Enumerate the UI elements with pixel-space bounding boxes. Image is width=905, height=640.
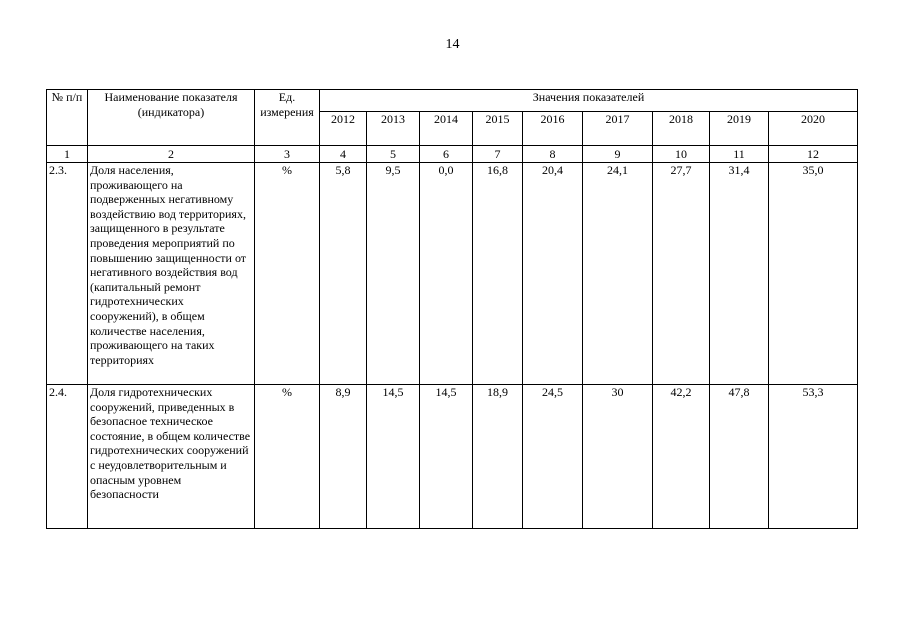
column-number: 1 — [47, 146, 88, 163]
column-number: 2 — [88, 146, 255, 163]
row-number: 2.3. — [47, 163, 88, 385]
column-number: 10 — [653, 146, 710, 163]
row-number: 2.4. — [47, 385, 88, 529]
header-year: 2015 — [473, 112, 523, 146]
value-cell: 35,0 — [769, 163, 858, 385]
header-year: 2013 — [367, 112, 420, 146]
header-year: 2018 — [653, 112, 710, 146]
value-cell: 42,2 — [653, 385, 710, 529]
value-cell: 14,5 — [367, 385, 420, 529]
value-cell: 31,4 — [710, 163, 769, 385]
header-year: 2016 — [523, 112, 583, 146]
header-values-group: Значения показателей — [320, 90, 858, 112]
value-cell: 53,3 — [769, 385, 858, 529]
table-row — [47, 385, 858, 529]
header-unit: Ед. измерения — [255, 90, 320, 146]
value-cell: 20,4 — [523, 163, 583, 385]
column-number: 4 — [320, 146, 367, 163]
header-year: 2012 — [320, 112, 367, 146]
column-number: 8 — [523, 146, 583, 163]
unit-cell: % — [255, 163, 320, 385]
unit-cell: % — [255, 385, 320, 529]
value-cell: 5,8 — [320, 163, 367, 385]
header-year: 2017 — [583, 112, 653, 146]
value-cell: 14,5 — [420, 385, 473, 529]
value-cell: 9,5 — [367, 163, 420, 385]
indicators-table — [46, 89, 858, 529]
value-cell: 18,9 — [473, 385, 523, 529]
value-cell: 16,8 — [473, 163, 523, 385]
indicator-name: Доля гидротехнических сооружений, приведенных в безопасное техническое состояние, в общем количестве гидротехнических сооружений с неудовлетворительным и опасным уровнем безопасности — [88, 385, 255, 529]
value-cell: 24,5 — [523, 385, 583, 529]
page-number: 14 — [445, 37, 460, 52]
header-year: 2020 — [769, 112, 858, 146]
value-cell: 24,1 — [583, 163, 653, 385]
header-num: № п/п — [47, 90, 88, 146]
value-cell: 27,7 — [653, 163, 710, 385]
column-number: 7 — [473, 146, 523, 163]
column-number: 5 — [367, 146, 420, 163]
column-number: 3 — [255, 146, 320, 163]
indicator-name: Доля населения, проживающего на подверженных негативному воздействию вод территориях, защищенного в результате проведения мероприятий по повышению защищенности от негативного воздействия вод (капитальный ремонт гидротехнических сооружений), в общем количестве населения, проживающего на таких территориях — [88, 163, 255, 385]
column-number: 12 — [769, 146, 858, 163]
header-year: 2014 — [420, 112, 473, 146]
value-cell: 8,9 — [320, 385, 367, 529]
header-name: Наименование показателя (индикатора) — [88, 90, 255, 146]
value-cell: 0,0 — [420, 163, 473, 385]
column-number: 6 — [420, 146, 473, 163]
table-row — [47, 163, 858, 385]
header-row-main — [47, 90, 858, 112]
header-year: 2019 — [710, 112, 769, 146]
value-cell: 30 — [583, 385, 653, 529]
column-number: 9 — [583, 146, 653, 163]
value-cell: 47,8 — [710, 385, 769, 529]
column-number-row — [47, 146, 858, 163]
column-number: 11 — [710, 146, 769, 163]
